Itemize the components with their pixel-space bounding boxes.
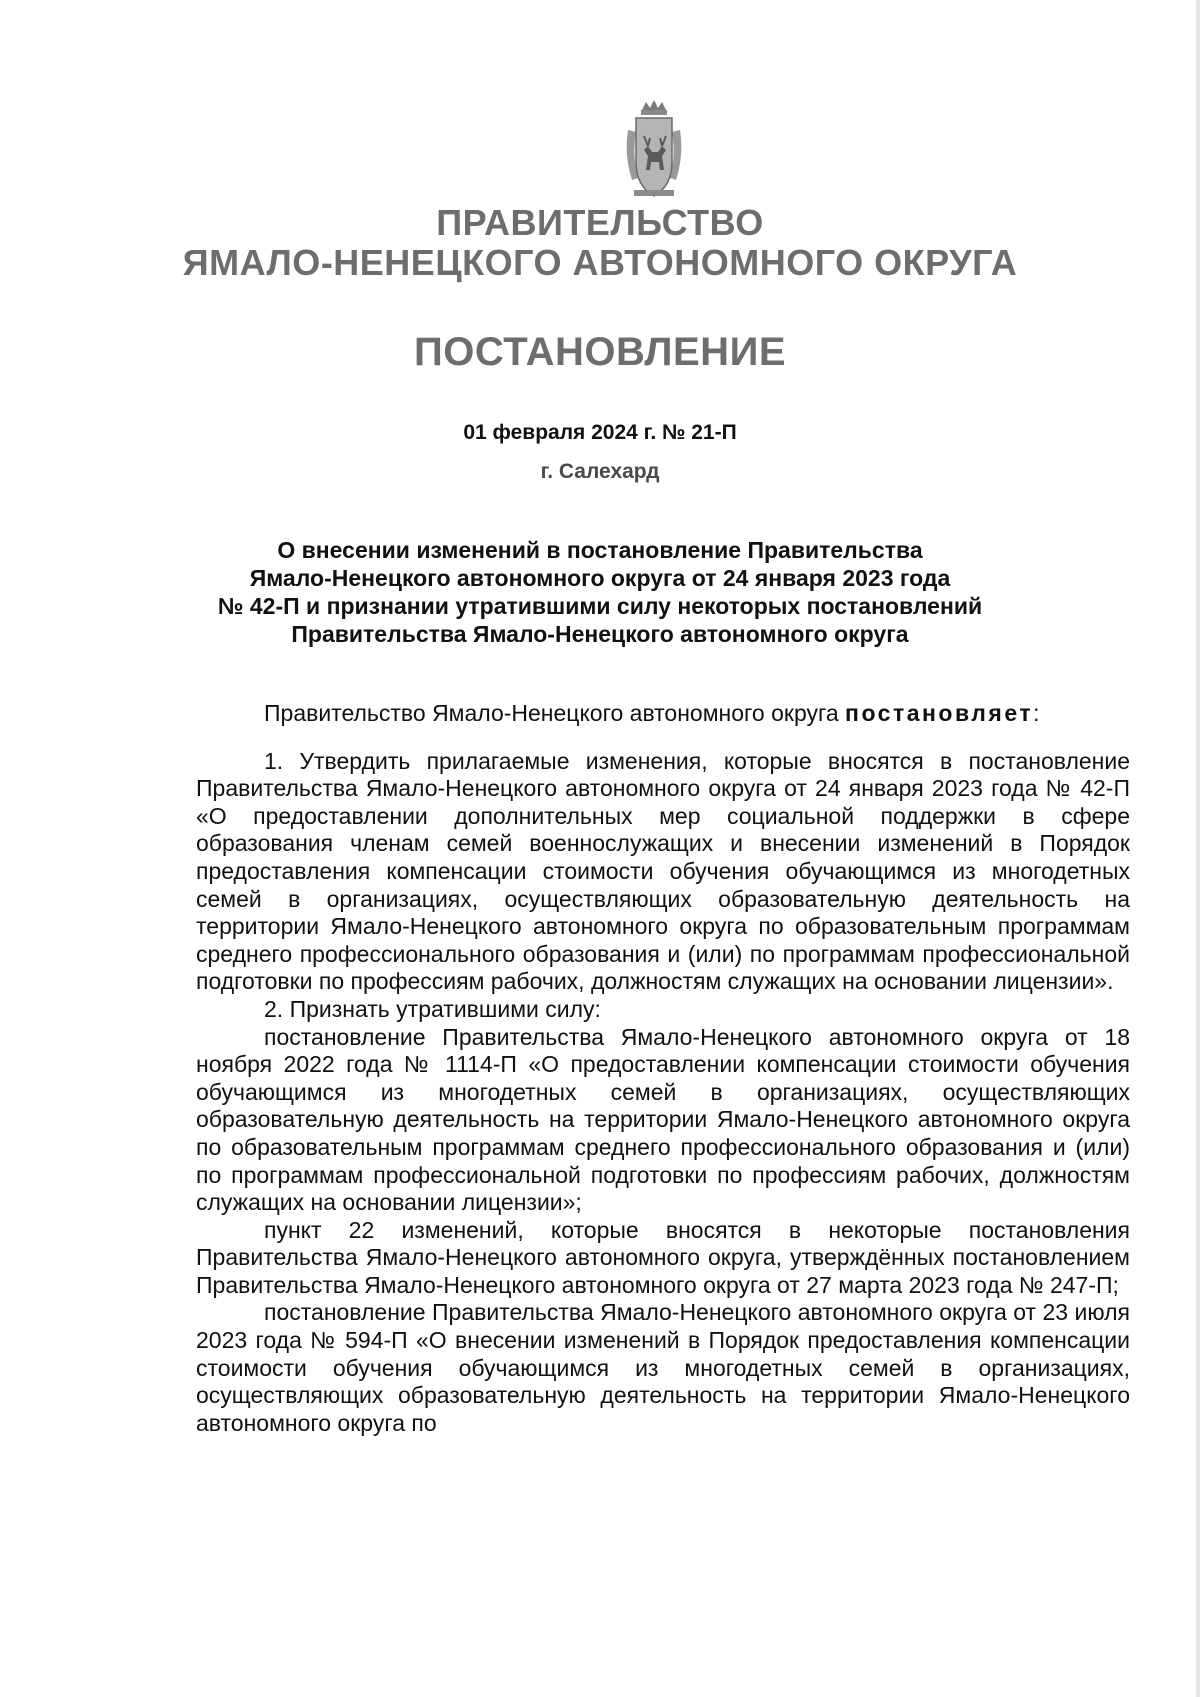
document-type: ПОСТАНОВЛЕНИЕ [413, 330, 786, 374]
intro-emphasis: постановляет [845, 700, 1034, 726]
intro-paragraph [196, 700, 1130, 728]
body-paragraph-5: постановление Правительства Ямало-Ненецкого автономного округа от 23 июля 2023 года № 594-П «О внесении изменений в Порядок предоставления компенсации стоимости обучения обучающимся из многодетных семей в организациях, осуществляющих образовательную деятельность на территории Ямало-Ненецкого автономного округа по [196, 1299, 1130, 1436]
body-paragraph-1: 1. Утвердить прилагаемые изменения, которые вносятся в постановление Правительства Ямало-Ненецкого автономного округа от 24 января 2023 года № 42-П «О предоставлении дополнительных мер социальной поддержки в сфере образования членам семей военнослужащих и внесении изменений в Порядок предоставления компенсации стоимости обучения обучающимся из многодетных семей в организациях, осуществляющих образовательную деятельность на территории Ямало-Ненецкого автономного округа по образовательным программам среднего профессионального образования и (или) по программам профессиональной подготовки по профессиям рабочих, должностям служащих на основании лицензии». [196, 747, 1130, 995]
subject-line: Правительства Ямало-Ненецкого автономного округа [291, 621, 909, 647]
document-subject [150, 536, 1050, 648]
document-body [196, 700, 1130, 1437]
organization-name-line1: ПРАВИТЕЛЬСТВО [436, 202, 764, 243]
subject-line: О внесении изменений в постановление Правительства [277, 537, 923, 563]
body-paragraph-4: пункт 22 изменений, которые вносятся в некоторые постановления Правительства Ямало-Ненецкого автономного округа, утверждённых постановлением Правительства Ямало-Ненецкого автономного округа от 27 марта 2023 года № 247-П; [196, 1216, 1130, 1298]
intro-text: Правительство Ямало-Ненецкого автономного округа [264, 700, 846, 726]
document-city: г. Салехард [540, 460, 660, 483]
document-date-number: 01 февраля 2024 г. № 21-П [463, 421, 737, 444]
body-paragraph-2: 2. Признать утратившими силу: [264, 995, 601, 1022]
body-paragraph-3: постановление Правительства Ямало-Ненецкого автономного округа от 18 ноября 2022 года № 1114-П «О предоставлении компенсации стоимости обучения обучающимся из многодетных семей в организациях, осуществляющих образовательную деятельность на территории Ямало-Ненецкого автономного округа по образовательным программам среднего профессионального образования и (или) по программам профессиональной подготовки по профессиям рабочих, должностям служащих на основании лицензии»; [196, 1023, 1130, 1216]
subject-line: № 42-П и признании утратившими силу некоторых постановлений [217, 593, 983, 619]
intro-suffix: : [1033, 700, 1040, 726]
coat-of-arms-icon [622, 100, 686, 200]
subject-line: Ямало-Ненецкого автономного округа от 24 января 2023 года [249, 565, 951, 591]
organization-name-line2: ЯМАЛО-НЕНЕЦКОГО АВТОНОМНОГО ОКРУГА [182, 242, 1018, 283]
